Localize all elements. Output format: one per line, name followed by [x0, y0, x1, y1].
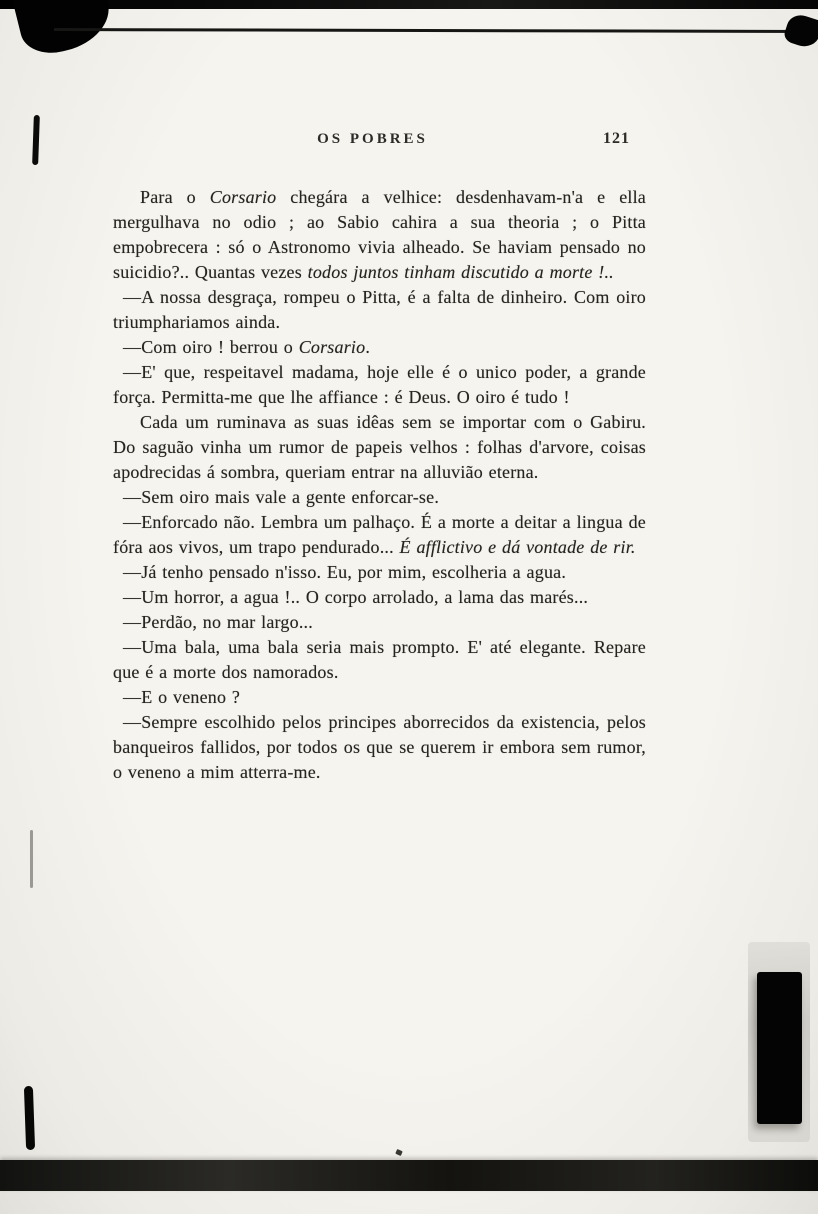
paragraph — [113, 685, 646, 710]
paragraph — [113, 285, 646, 335]
scan-artifact-right-halo — [748, 942, 810, 1142]
paragraph — [113, 610, 646, 635]
text-segment: —Uma bala, uma bala seria mais prompto. E' até elegante. Repare que é a morte dos namorados. — [113, 637, 646, 682]
text-segment: Corsario — [209, 187, 277, 207]
scan-artifact-left-mark-lower — [24, 1086, 35, 1150]
scan-artifact-top-rule — [54, 28, 812, 33]
scan-artifact-speck — [395, 1149, 403, 1156]
text-segment: Cada um ruminava as suas idêas sem se importar com o Gabiru. Do saguão vinha um rumor de papeis velhos : folhas d'arvore, coisas apodrecidas á sombra, queriam entrar na alluvião eterna. — [113, 412, 646, 482]
running-title: OS POBRES — [317, 131, 428, 147]
page-number: 121 — [603, 130, 630, 147]
scan-artifact-right-black-bar — [757, 972, 802, 1124]
scan-artifact-top-right-smudge — [782, 11, 818, 50]
text-segment: —E o veneno ? — [123, 687, 241, 707]
text-segment: —Perdão, no mar largo... — [123, 612, 313, 632]
paragraph — [113, 510, 646, 560]
text-segment: —A nossa desgraça, rompeu o Pitta, é a falta de dinheiro. Com oiro triumphariamos ainda. — [113, 287, 646, 332]
scan-artifact-left-mark-upper — [32, 115, 40, 165]
text-segment: . — [365, 337, 371, 357]
paragraph — [113, 185, 646, 285]
paragraph — [113, 335, 646, 360]
text-segment: É afflictivo e dá vontade de rir. — [399, 537, 636, 557]
text-segment: —Um horror, a agua !.. O corpo arrolado, a lama das marés... — [123, 587, 589, 607]
paragraph — [113, 410, 646, 485]
text-segment: todos juntos tinham discutido a morte !.. — [307, 262, 614, 282]
scan-artifact-top-left-blob — [11, 0, 116, 60]
text-segment: Corsario — [298, 337, 366, 357]
text-segment: —Sempre escolhido pelos principes aborrecidos da existencia, pelos banqueiros fallidos, por todos os que se querem ir embora sem rumor, o veneno a mim atterra-me. — [113, 712, 646, 782]
text-segment: —Já tenho pensado n'isso. Eu, por mim, escolheria a agua. — [123, 562, 567, 582]
paragraph — [113, 710, 646, 785]
paragraph — [113, 635, 646, 685]
text-segment: chegára a velhice: desdenhavam-n'a e ella mergulhava no odio ; ao Sabio cahira a sua theoria ; o Pitta empobrecera : só o Astronomo vivia alheado. Se haviam pensado no suicidio?.. Quantas vezes — [113, 187, 646, 282]
paragraph — [113, 360, 646, 410]
text-segment: —Com oiro ! berrou o — [123, 337, 299, 357]
text-segment: —Enforcado não. Lembra um palhaço. É a morte a deitar a lingua de fóra aos vivos, um trapo pendurado... — [113, 512, 646, 557]
page-text — [113, 185, 646, 785]
scan-artifact-left-mark-middle — [30, 830, 33, 888]
text-segment: Para o — [140, 187, 210, 207]
text-segment: —Sem oiro mais vale a gente enforcar-se. — [123, 487, 440, 507]
paragraph — [113, 585, 646, 610]
text-segment: —E' que, respeitavel madama, hoje elle é o unico poder, a grande força. Permitta-me que lhe affiance : é Deus. O oiro é tudo ! — [113, 362, 646, 407]
scan-artifact-bottom-bar — [0, 1160, 818, 1191]
paragraph — [113, 485, 646, 510]
scan-artifact-top-edge — [0, 0, 818, 9]
paragraph — [113, 560, 646, 585]
